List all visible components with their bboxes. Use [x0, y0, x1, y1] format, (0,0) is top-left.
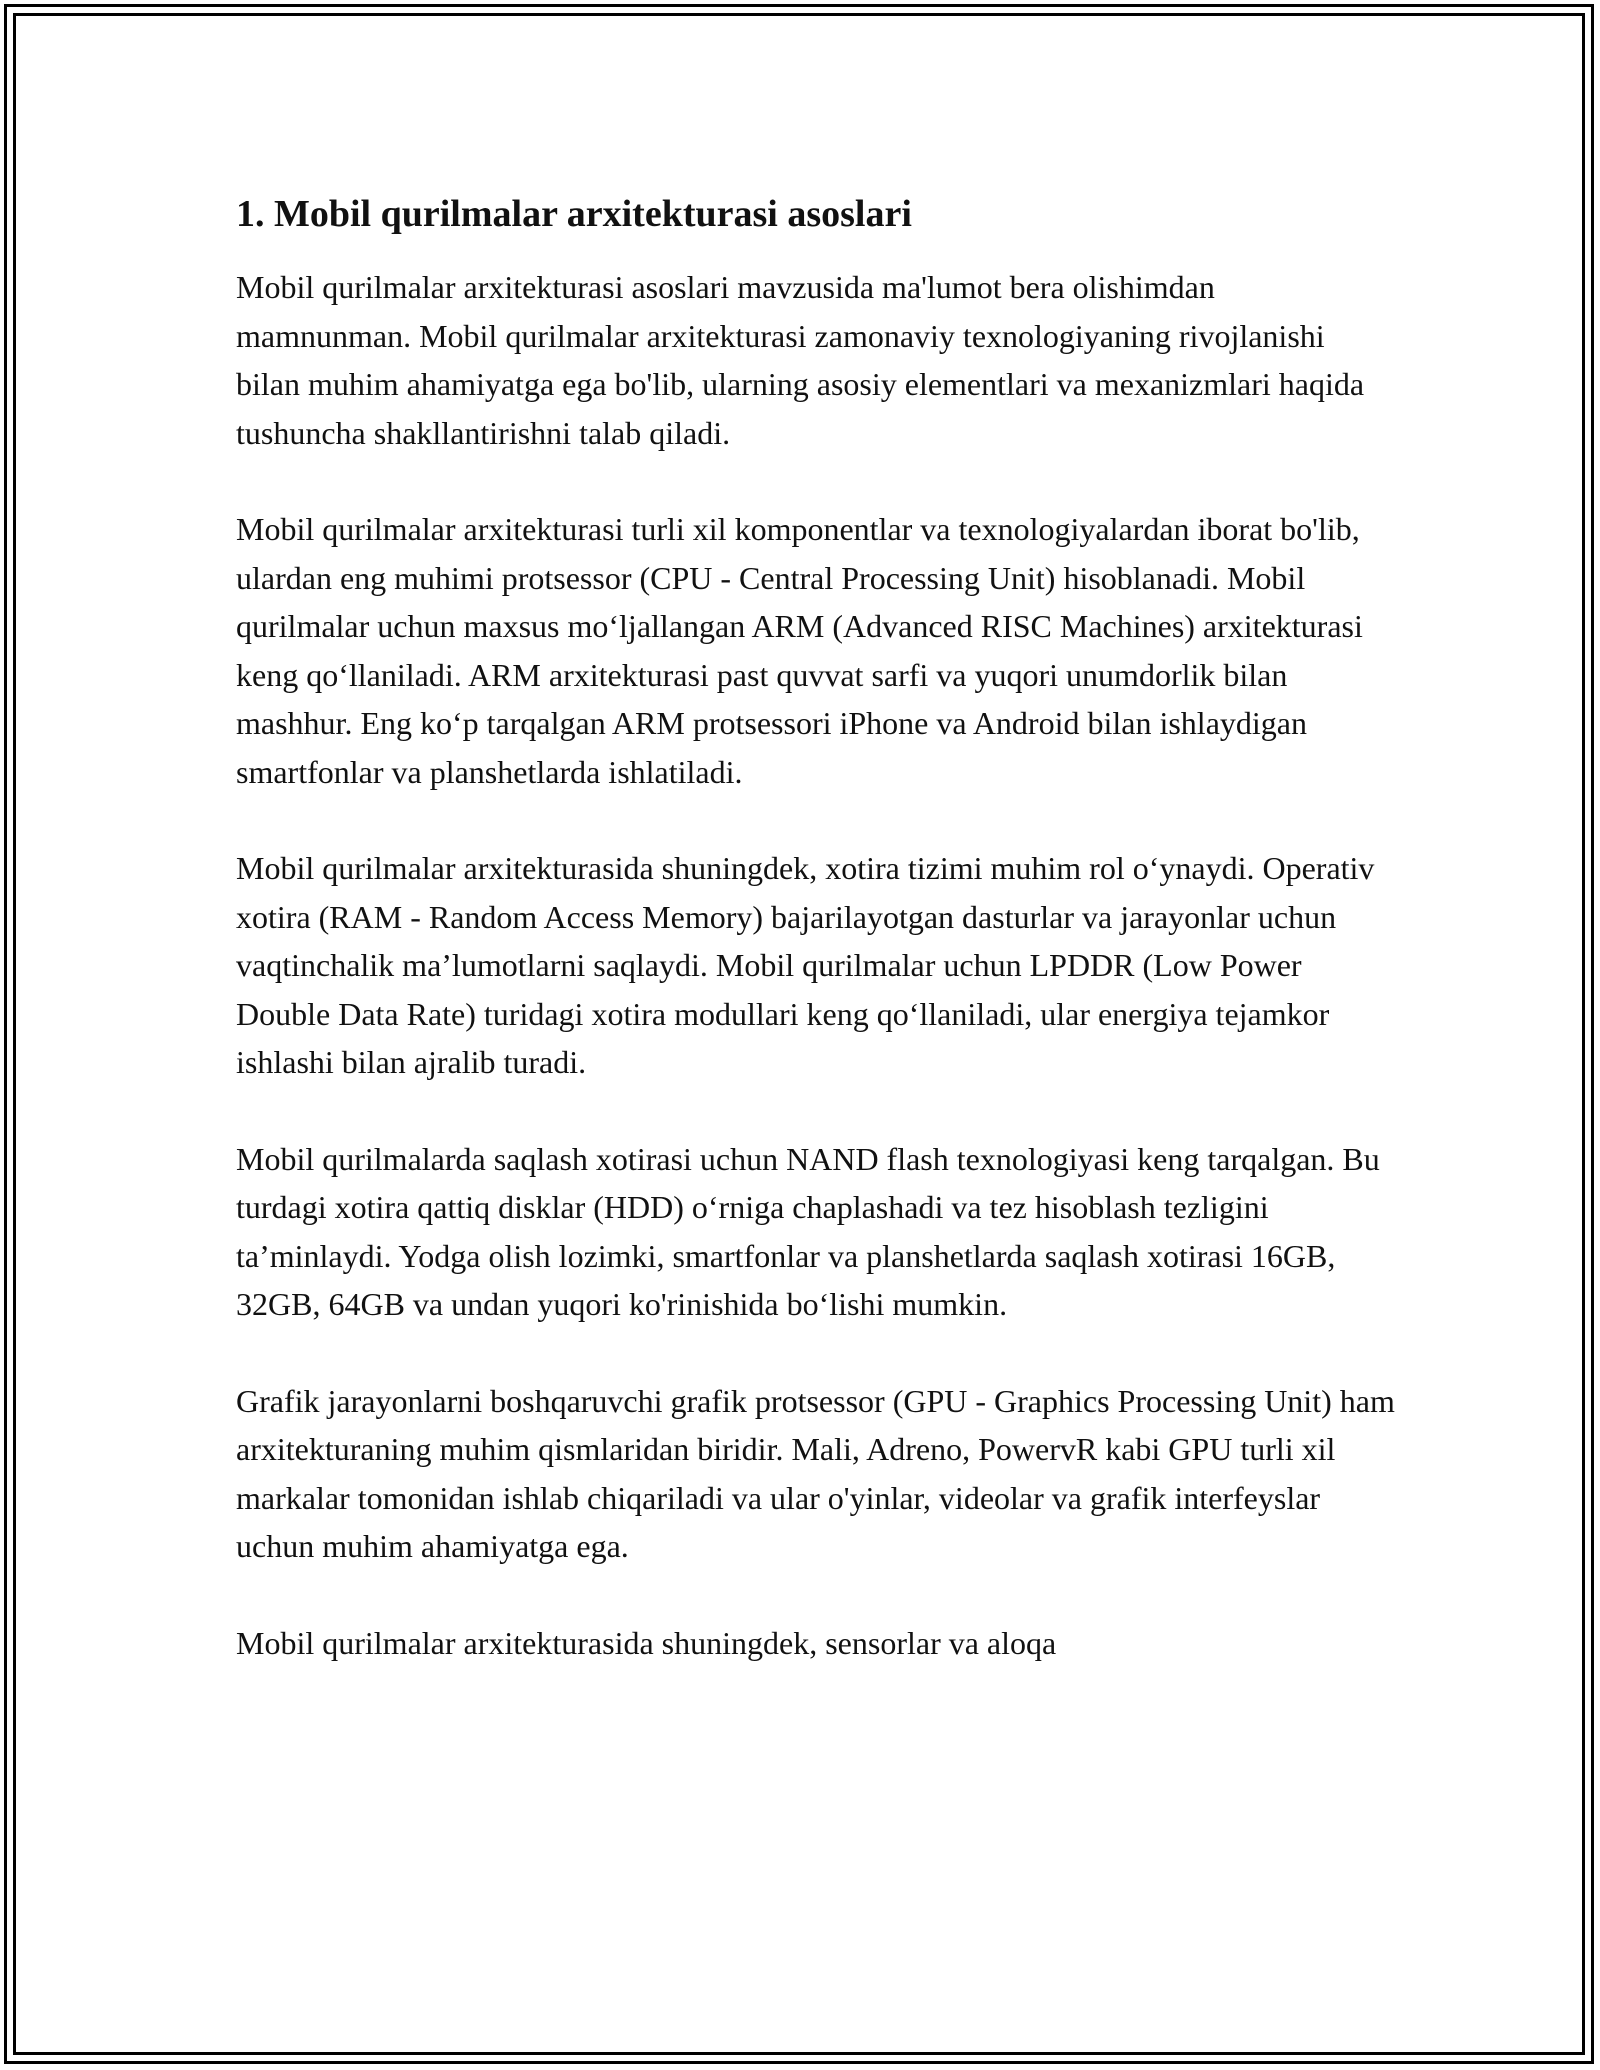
paragraph-sensors: Mobil qurilmalar arxitekturasida shuningdek, sensorlar va aloqa [236, 1624, 1057, 1661]
document-body [236, 185, 1396, 1715]
paragraph-intro: Mobil qurilmalar arxitekturasi asoslari mavzusida ma'lumot bera olishimdan mamnunman. Mobil qurilmalar arxitekturasi zamonaviy texnologiyaning rivojlanishi bilan muhim ahamiyatga ega bo'lib, ularning asosiy elementlari va mexanizmlari haqida tushuncha shakllantirishni talab qiladi. [236, 269, 1365, 451]
paragraph-gpu: Grafik jarayonlarni boshqaruvchi grafik protsessor (GPU - Graphics Processing Unit) ham arxitekturaning muhim qismlaridan biridir. Mali, Adreno, PowervR kabi GPU turli xil markalar tomonidan ishlab chiqariladi va ular o'yinlar, videolar va grafik interfeyslar uchun muhim ahamiyatga ega. [236, 1382, 1395, 1564]
document-heading: 1. Mobil qurilmalar arxitekturasi asoslari [236, 193, 912, 235]
paragraph-storage: Mobil qurilmalarda saqlash xotirasi uchun NAND flash texnologiyasi keng tarqalgan. Bu turdagi xotira qattiq disklar (HDD) oʻrniga chaplashadi va tez hisoblash tezligini ta’minlaydi. Yodga olish lozimki, smartfonlar va planshetlarda saqlash xotirasi 16GB, 32GB, 64GB va undan yuqori ko'rinishida boʻlishi mumkin. [236, 1140, 1380, 1322]
paragraph-ram: Mobil qurilmalar arxitekturasida shuningdek, xotira tizimi muhim rol oʻynaydi. Operativ xotira (RAM - Random Access Memory) bajarilayotgan dasturlar va jarayonlar uchun vaqtinchalik ma’lumotlarni saqlaydi. Mobil qurilmalar uchun LPDDR (Low Power Double Data Rate) turidagi xotira modullari keng qoʻllaniladi, ular energiya tejamkor ishlashi bilan ajralib turadi. [236, 850, 1375, 1080]
paragraph-cpu: Mobil qurilmalar arxitekturasi turli xil komponentlar va texnologiyalardan iborat bo'lib, ulardan eng muhimi protsessor (CPU - Central Processing Unit) hisoblanadi. Mobil qurilmalar uchun maxsus moʻljallangan ARM (Advanced RISC Machines) arxitekturasi keng qoʻllaniladi. ARM arxitekturasi past quvvat sarfi va yuqori unumdorlik bilan mashhur. Eng koʻp tarqalgan ARM protsessori iPhone va Android bilan ishlaydigan smartfonlar va planshetlarda ishlatiladi. [236, 511, 1363, 790]
